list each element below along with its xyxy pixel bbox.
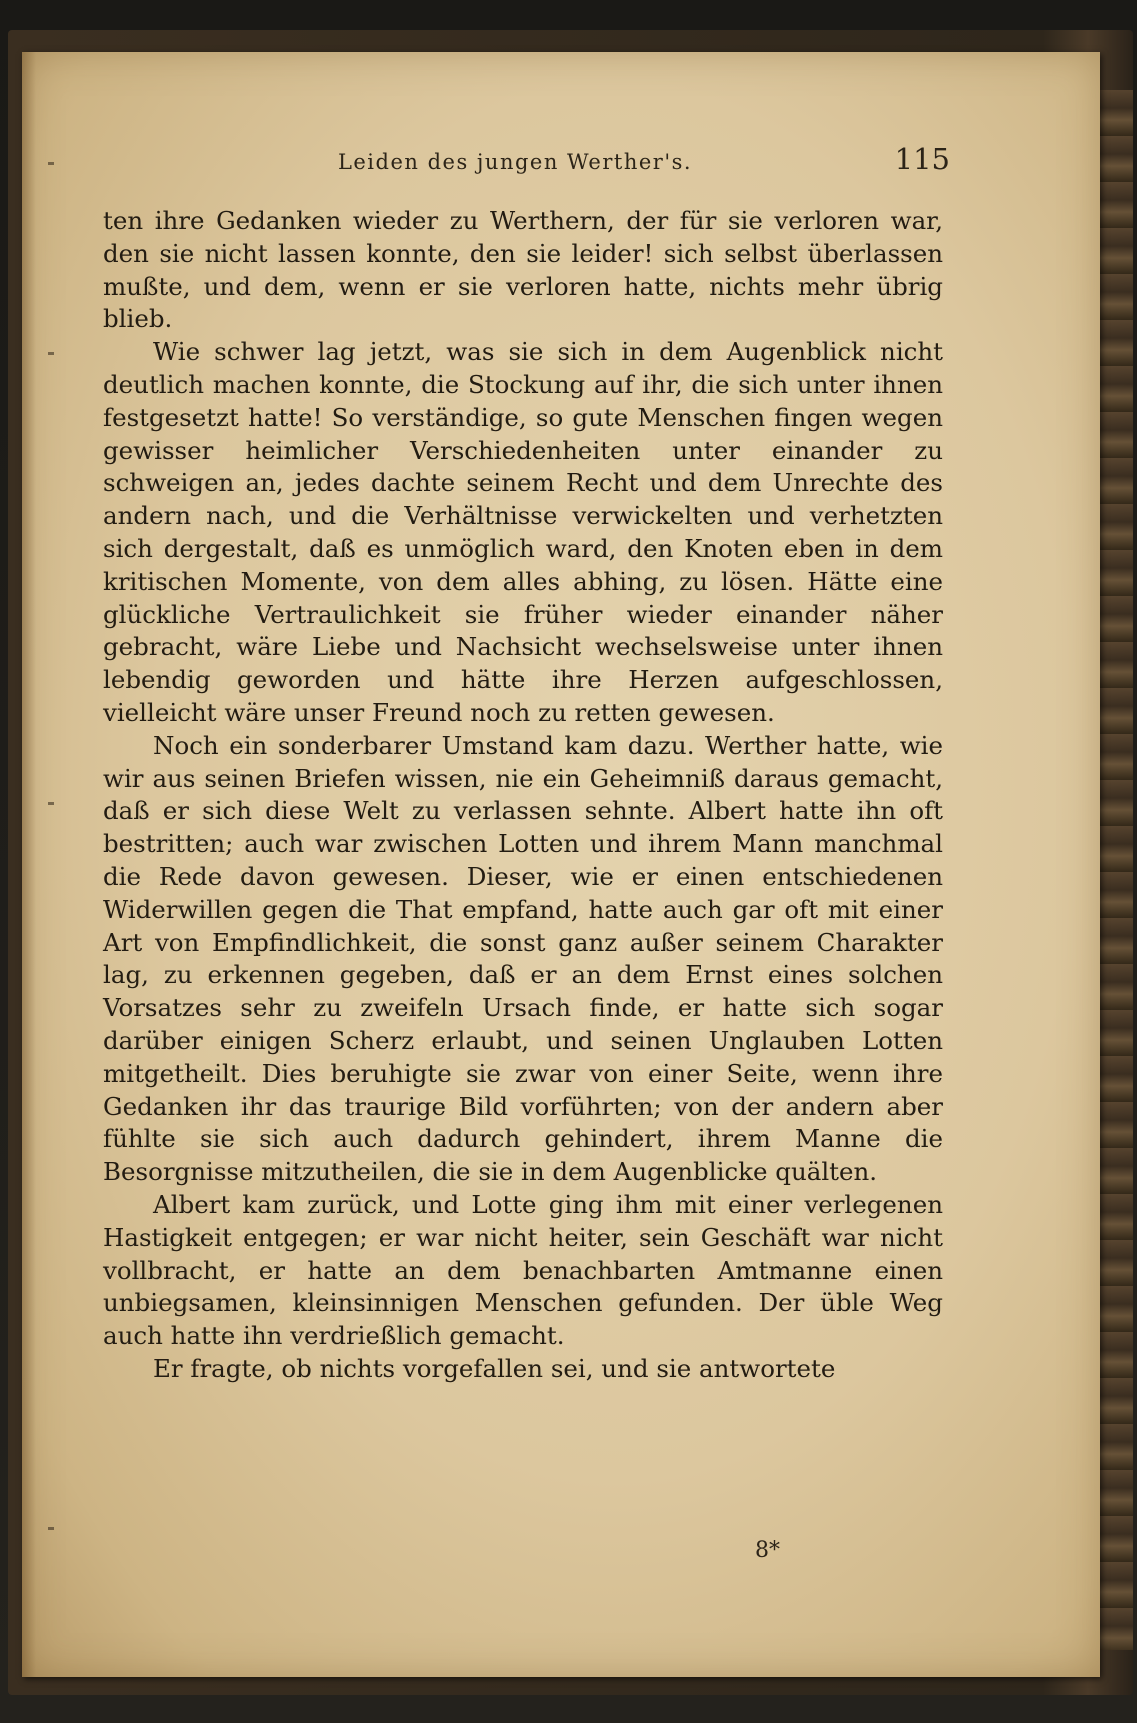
page-header [80,102,950,176]
page-number: 115 [894,142,950,176]
signature-mark: 8* [755,1538,780,1563]
paragraph: Albert kam zurück, und Lotte ging ihm mit einer verlegenen Hastigkeit entgegen; er war nicht heiter, sein Geschäft war nicht vollbracht, er hatte an dem benachbarten Amtmanne einen unbiegsamen, kleinsinnigen Menschen gefunden. Der üble Weg auch hatte ihn verdrießlich gemacht. [103,1189,943,1351]
gutter-mark [48,1527,54,1530]
gutter-mark [48,802,54,805]
gutter-mark [48,162,54,165]
paragraph: Wie schwer lag jetzt, was sie sich in dem Augenblick nicht deutlich machen konnte, die Stockung auf ihr, die sich unter ihnen festgesetzt hatte! So verständige, so gute Menschen fingen wegen gewisser heimlicher Verschiedenheiten unter einander zu schweigen an, jedes dachte seinem Recht und dem Unrechte des andern nach, und die Verhältnisse verwickelten und verhetzten sich dergestalt, daß es unmöglich ward, den Knoten eben in dem kritischen Momente, von dem alles abhing, zu lösen. Hätte eine glückliche Vertraulichkeit sie früher wieder einander näher gebracht, wäre Liebe und Nachsicht wechselsweise unter ihnen lebendig geworden und hätte ihre Herzen aufgeschlossen, vielleicht wäre unser Freund noch zu retten gewesen. [103,337,943,727]
running-title: Leiden des jungen Werther's. [337,150,693,174]
paragraph: Noch ein sonderbarer Umstand kam dazu. Werther hatte, wie wir aus seinen Briefen wissen, nie ein Geheimniß daraus gemacht, daß er sich diese Welt zu verlassen sehnte. Albert hatte ihn oft bestritten; auch war zwischen Lotten und ihrem Mann manchmal die Rede davon gewesen. Dieser, wie er einen entschiedenen Widerwillen gegen die That empfand, hatte auch gar oft mit einer Art von Empfindlichkeit, die sonst ganz außer seinem Charakter lag, zu erkennen gegeben, daß er an dem Ernst eines solchen Vorsatzes sehr zu zweifeln Ursach finde, er hatte sich sogar darüber einigen Scherz erlaubt, und seinen Unglauben Lotten mitgetheilt. Dies beruhigte sie zwar von einer Seite, wenn ihre Gedanken ihr das traurige Bild vorführten; von der andern aber fühlte sie sich auch dadurch gehindert, ihrem Manne die Besorgnisse mitzutheilen, die sie in dem Augenblicke quälten. [103,730,943,1187]
gutter-mark [48,352,54,355]
paragraph: Er fragte, ob nichts vorgefallen sei, und sie antwortete [153,1353,836,1383]
paragraph: ten ihre Gedanken wieder zu Werthern, der für sie verloren war, den sie nicht lassen konnte, den sie leider! sich selbst überlassen mußte, und dem, wenn er sie verloren hatte, nichts mehr übrig blieb. [103,206,943,334]
page-gutter-shadow [22,52,36,1677]
body-text [103,205,943,1386]
